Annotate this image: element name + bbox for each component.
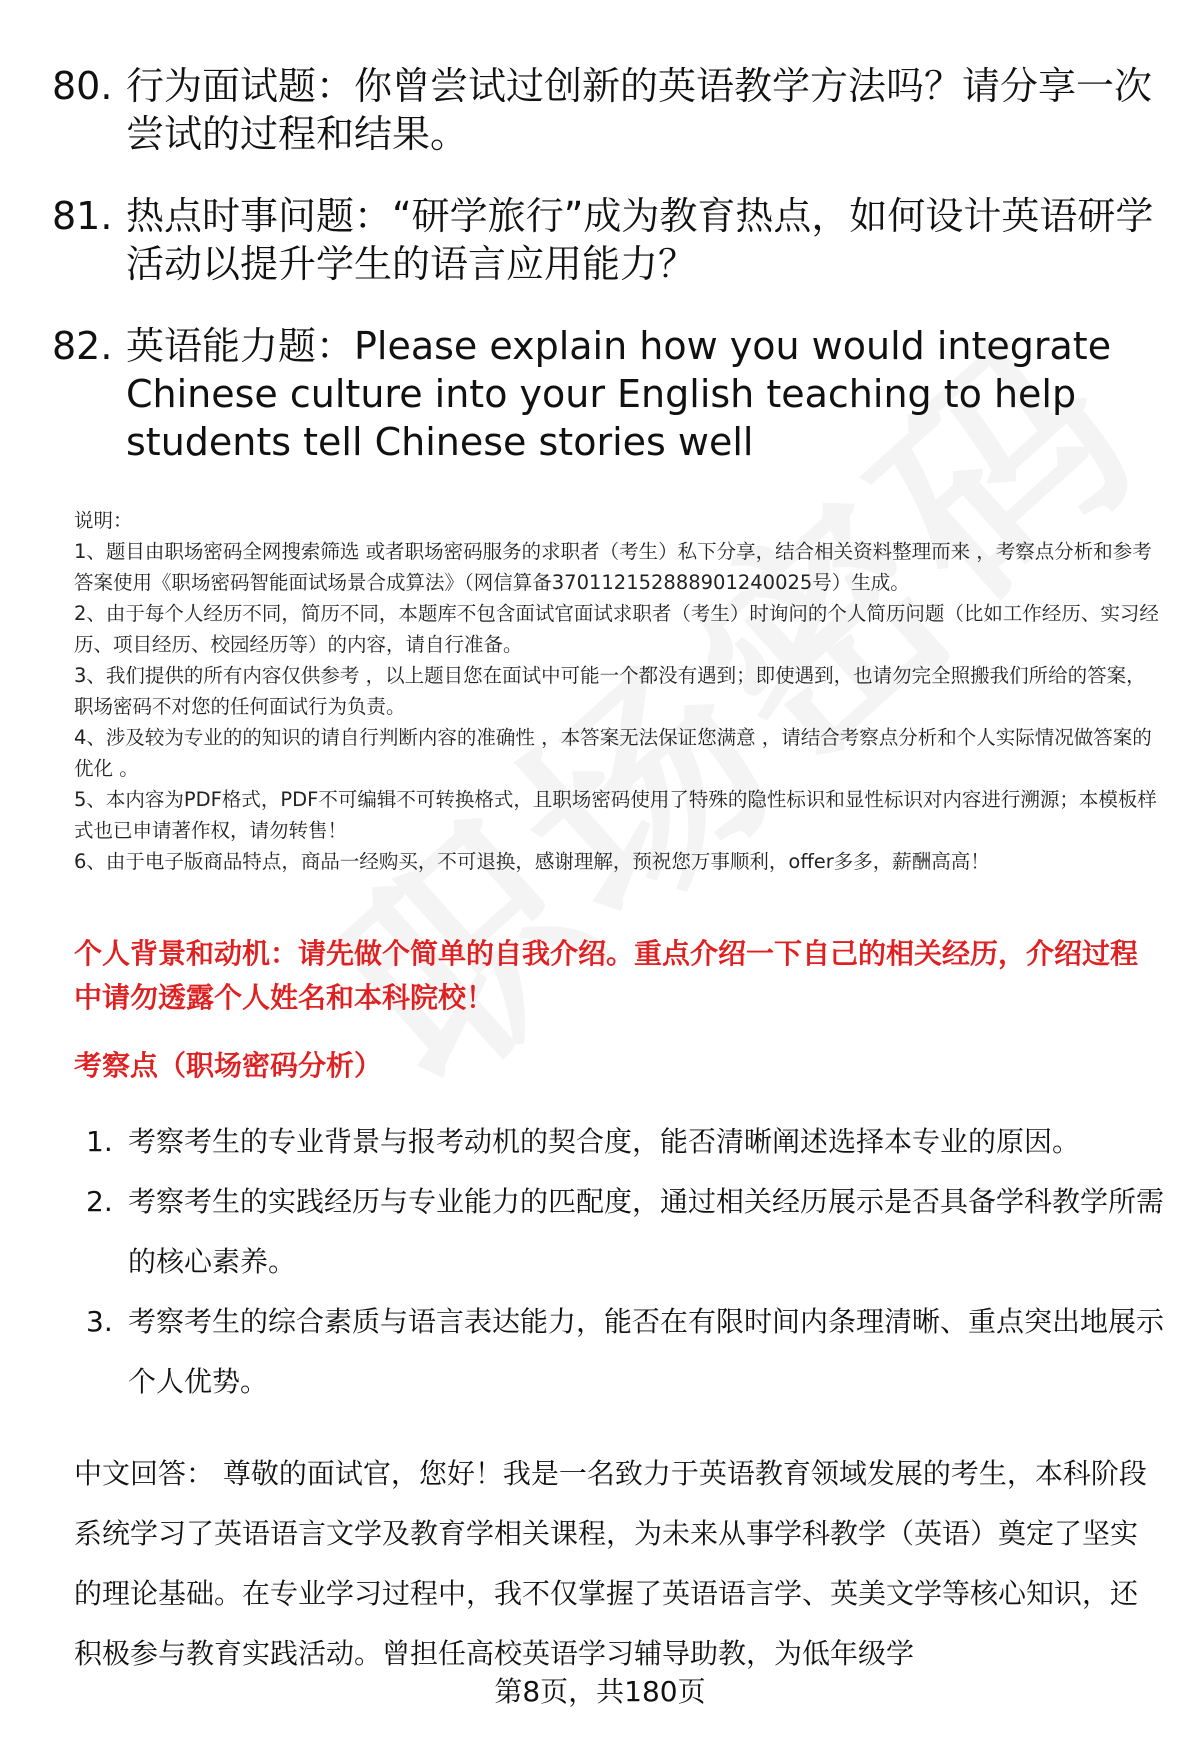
note-item: 2、由于每个人经历不同，简历不同，本题库不包含面试官面试求职者（考生）时询问的个人简历问题（比如工作经历、实习经历、项目经历、校园经历等）的内容，请自行准备。: [74, 602, 1159, 656]
question-number: 80.: [52, 64, 113, 108]
exam-points-title: 考察点（职场密码分析）: [74, 1049, 383, 1082]
exam-point-number: 3.: [86, 1305, 113, 1338]
note-item: 1、题目由职场密码全网搜索筛选 或者职场密码服务的求职者（考生）私下分享，结合相关资料整理而来 ，考察点分析和参考答案使用《职场密码智能面试场景合成算法》（网信算备370112152888901240025号）生成。: [74, 540, 1152, 594]
note-item: 4、涉及较为专业的的知识的请自行判断内容的准确性 ，本答案无法保证您满意 ，请结合考察点分析和个人实际情况做答案的优化 。: [74, 726, 1152, 780]
exam-point-text: 考察考生的专业背景与报考动机的契合度，能否清晰阐述选择本专业的原因。: [128, 1125, 1081, 1158]
exam-points-list: [74, 1112, 1164, 1412]
question-number: 82.: [52, 324, 113, 368]
background-question-title: 个人背景和动机：请先做个简单的自我介绍。重点介绍一下自己的相关经历，介绍过程中请勿透露个人姓名和本科院校！: [74, 937, 1139, 1014]
exam-point-text: 考察考生的实践经历与专业能力的匹配度，通过相关经历展示是否具备学科教学所需的核心素养。: [128, 1185, 1165, 1278]
notes-heading: 说明：: [74, 509, 133, 532]
chinese-answer: 中文回答： 尊敬的面试官，您好！我是一名致力于英语教育领域发展的考生，本科阶段系统学习了英语语言文学及教育学相关课程，为未来从事学科教学（英语）奠定了坚实的理论基础。在专业学习过程中，我不仅掌握了英语语言学、英美文学等核心知识，还积极参与教育实践活动。曾担任高校英语学习辅导助教，为低年级学: [74, 1457, 1147, 1670]
exam-point-item: [74, 1172, 1164, 1292]
notes-section: [74, 505, 1164, 877]
question-number: 81.: [52, 194, 113, 238]
question-text: 英语能力题：Please explain how you would integrate Chinese culture into your English teaching to help students tell Chinese stories well: [126, 324, 1112, 464]
note-item: 6、由于电子版商品特点，商品一经购买，不可退换，感谢理解，预祝您万事顺利，offer多多，薪酬高高！: [74, 850, 990, 873]
page-footer: 第8页，共180页: [494, 1675, 706, 1708]
note-item: 5、本内容为PDF格式，PDF不可编辑不可转换格式，且职场密码使用了特殊的隐性标识和显性标识对内容进行溯源；本模板样式也已申请著作权，请勿转售！: [74, 788, 1157, 842]
exam-point-item: [74, 1292, 1164, 1412]
exam-point-text: 考察考生的综合素质与语言表达能力，能否在有限时间内条理清晰、重点突出地展示个人优势。: [128, 1305, 1165, 1398]
question-text: 热点时事问题：“研学旅行”成为教育热点，如何设计英语研学活动以提升学生的语言应用能力？: [126, 194, 1154, 286]
exam-point-number: 2.: [86, 1185, 113, 1218]
question-text: 行为面试题：你曾尝试过创新的英语教学方法吗？请分享一次尝试的过程和结果。: [126, 64, 1153, 156]
note-item: 3、我们提供的所有内容仅供参考 ，以上题目您在面试中可能一个都没有遇到；即使遇到，也请勿完全照搬我们所给的答案，职场密码不对您的任何面试行为负责。: [74, 664, 1146, 718]
exam-point-item: [74, 1112, 1164, 1172]
exam-point-number: 1.: [86, 1125, 113, 1158]
